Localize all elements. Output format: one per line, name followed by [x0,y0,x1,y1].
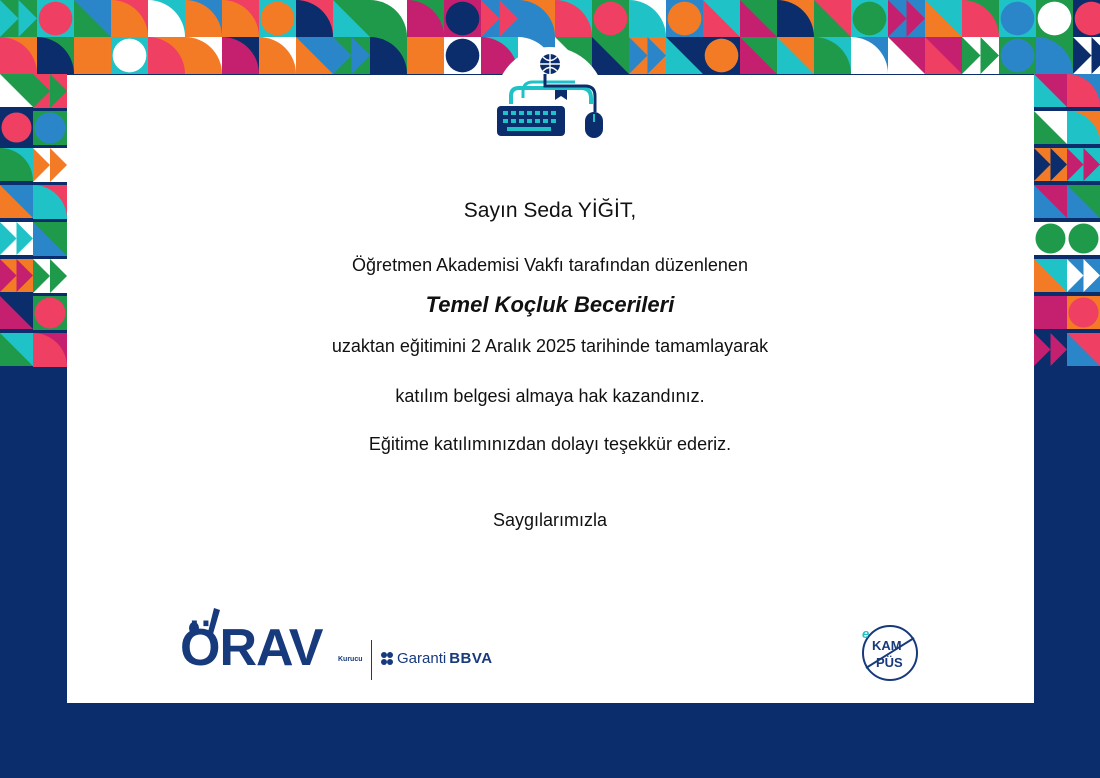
entitlement-line: katılım belgesi almaya hak kazandınız. [395,386,705,406]
pattern-tile [481,0,518,37]
pattern-tile [962,37,999,74]
pattern-tile [407,37,444,74]
garanti-bbva-text: BBVA [449,650,493,667]
pattern-tile [111,0,148,37]
pattern-tile [333,0,370,37]
ekampus-bottom: PÜS [876,655,903,670]
ekampus-top: KAM [872,638,902,653]
pattern-tile [74,37,111,74]
pattern-tile [703,0,740,37]
organizer-line: Öğretmen Akademisi Vakfı tarafından düzenlenen [352,255,748,275]
pattern-tile [1073,0,1100,37]
pattern-tile [185,37,222,74]
pattern-tile [333,37,370,74]
pattern-tile [1036,37,1073,74]
pattern-tile [1034,148,1067,181]
garanti-bbva-logo [380,650,493,667]
ekampus-e: e [862,626,870,641]
pattern-tile [629,37,666,74]
pattern-tile [666,37,703,74]
pattern-tile [999,0,1036,37]
garanti-clover-icon [380,651,394,667]
pattern-tile [33,222,67,256]
pattern-tile [888,37,925,74]
pattern-tile [555,0,592,37]
pattern-tile [629,0,666,37]
pattern-tile [1036,0,1073,37]
orav-garanti-logo [180,606,500,686]
pattern-tile [740,0,777,37]
pattern-tile [814,37,851,74]
pattern-tile [407,0,444,37]
pattern-tile [444,37,481,74]
pattern-tile [851,37,888,74]
pattern-tile [259,37,296,74]
pattern-tile [0,148,33,181]
pattern-tile [296,37,333,74]
pattern-tile [444,0,481,37]
pattern-tile [0,37,37,74]
pattern-tile [1073,37,1100,74]
logo-divider [371,640,372,680]
kurucu-label: Kurucu [338,656,363,663]
pattern-tile [222,37,259,74]
pattern-tile [666,0,703,37]
pattern-tile [370,37,407,74]
pattern-tile [37,0,74,37]
garanti-name: Garanti [397,650,447,667]
pattern-tile [925,37,962,74]
pattern-tile [33,148,67,182]
pattern-tile [148,37,185,74]
pattern-tile [592,0,629,37]
pattern-tile [1067,222,1100,255]
pattern-tile [111,37,148,74]
pattern-tile [999,37,1036,74]
pattern-tile [740,37,777,74]
pattern-tile [888,0,925,37]
pattern-tile [259,0,296,37]
completion-line: uzaktan eğitimini 2 Aralık 2025 tarihinde tamamlayarak [331,336,769,356]
pattern-tile [0,111,33,144]
pattern-tile [370,0,407,37]
pattern-tile [148,0,185,37]
pattern-tile [74,0,111,37]
pattern-tile [1034,222,1067,255]
pattern-tile [925,0,962,37]
ekampus-logo [856,622,920,682]
pattern-tile [1067,111,1100,144]
pattern-tile [185,0,222,37]
pattern-tile [703,37,740,74]
thanks-line: Eğitime katılımınızdan dolayı teşekkür ederiz. [368,434,732,454]
pattern-tile [1034,111,1067,144]
orav-logo: ÖRAV [180,619,323,677]
pattern-tile [0,222,33,255]
pattern-tile [962,0,999,37]
pattern-tile [1067,74,1100,107]
pattern-tile [777,37,814,74]
pattern-tile [0,74,33,107]
keyboard-mouse-globe-icon [493,42,607,142]
closing: Saygılarımızla [492,510,608,530]
pattern-tile [33,74,67,108]
salutation: Sayın Seda YİĞİT, [463,199,637,222]
pattern-tile [814,0,851,37]
pattern-tile [851,0,888,37]
pattern-tile [518,0,555,37]
pattern-tile [33,111,67,145]
pattern-tile [1067,148,1100,181]
pattern-tile [1034,74,1067,107]
pattern-tile [296,0,333,37]
course-title: Temel Koçluk Becerileri [425,292,675,317]
pattern-tile [0,0,37,37]
pattern-tile [222,0,259,37]
pattern-tile [777,0,814,37]
pattern-tile [37,37,74,74]
